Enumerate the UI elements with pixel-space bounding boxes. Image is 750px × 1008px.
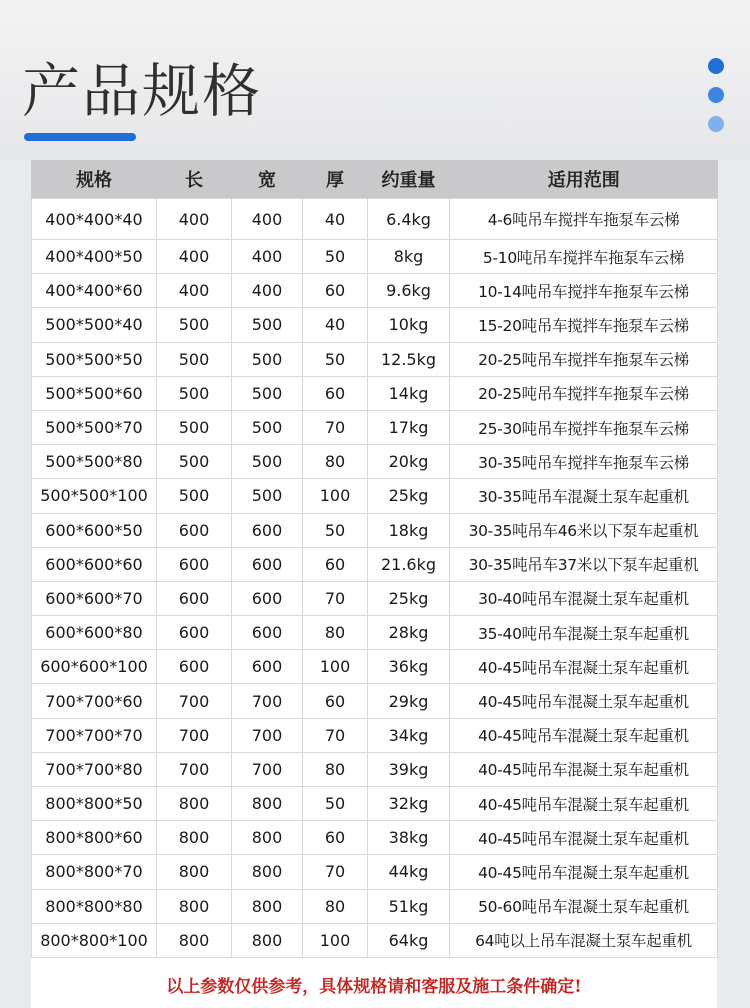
- table-cell: 600: [157, 547, 232, 581]
- table-cell: 70: [303, 718, 368, 752]
- table-cell: 20-25吨吊车搅拌车拖泵车云梯: [450, 342, 718, 376]
- table-cell: 600: [232, 581, 303, 615]
- table-cell: 800: [232, 821, 303, 855]
- table-cell: 500: [232, 445, 303, 479]
- table-cell: 600: [157, 513, 232, 547]
- table-cell: 600*600*80: [32, 616, 157, 650]
- table-cell: 34kg: [368, 718, 450, 752]
- table-cell: 500*500*50: [32, 342, 157, 376]
- table-cell: 600*600*60: [32, 547, 157, 581]
- column-header: 规格: [32, 160, 157, 199]
- table-cell: 25-30吨吊车搅拌车拖泵车云梯: [450, 410, 718, 444]
- dot-icon: [708, 87, 724, 103]
- table-cell: 64kg: [368, 923, 450, 957]
- table-cell: 800*800*70: [32, 855, 157, 889]
- table-cell: 40-45吨吊车混凝土泵车起重机: [450, 718, 718, 752]
- table-row: [32, 199, 718, 240]
- table-cell: 700: [232, 752, 303, 786]
- table-cell: 10-14吨吊车搅拌车拖泵车云梯: [450, 274, 718, 308]
- table-cell: 500*500*40: [32, 308, 157, 342]
- table-cell: 5-10吨吊车搅拌车拖泵车云梯: [450, 240, 718, 274]
- table-row: [32, 684, 718, 718]
- table-cell: 100: [303, 479, 368, 513]
- table-cell: 60: [303, 684, 368, 718]
- table-cell: 51kg: [368, 889, 450, 923]
- table-cell: 32kg: [368, 787, 450, 821]
- table-cell: 500: [232, 479, 303, 513]
- table-cell: 40: [303, 199, 368, 240]
- table-cell: 400*400*60: [32, 274, 157, 308]
- table-cell: 800*800*80: [32, 889, 157, 923]
- table-cell: 70: [303, 410, 368, 444]
- table-cell: 50: [303, 240, 368, 274]
- table-cell: 700: [157, 752, 232, 786]
- table-cell: 40-45吨吊车混凝土泵车起重机: [450, 650, 718, 684]
- table-cell: 400: [157, 199, 232, 240]
- page-header: [0, 0, 750, 160]
- table-cell: 700: [157, 718, 232, 752]
- table-cell: 36kg: [368, 650, 450, 684]
- table-cell: 4-6吨吊车搅拌车拖泵车云梯: [450, 199, 718, 240]
- table-row: [32, 513, 718, 547]
- table-cell: 14kg: [368, 376, 450, 410]
- table-cell: 700*700*60: [32, 684, 157, 718]
- table-row: [32, 821, 718, 855]
- table-cell: 400: [157, 274, 232, 308]
- table-row: [32, 445, 718, 479]
- table-cell: 40-45吨吊车混凝土泵车起重机: [450, 821, 718, 855]
- table-cell: 9.6kg: [368, 274, 450, 308]
- table-cell: 400: [232, 240, 303, 274]
- table-cell: 50: [303, 513, 368, 547]
- column-header: 约重量: [368, 160, 450, 199]
- table-cell: 800: [157, 889, 232, 923]
- table-cell: 700*700*70: [32, 718, 157, 752]
- table-cell: 800: [157, 787, 232, 821]
- table-cell: 700: [157, 684, 232, 718]
- table-cell: 12.5kg: [368, 342, 450, 376]
- table-row: [32, 923, 718, 957]
- table-cell: 40-45吨吊车混凝土泵车起重机: [450, 752, 718, 786]
- disclaimer-note: 以上参数仅供参考，具体规格请和客服及施工条件确定!: [166, 977, 582, 997]
- table-cell: 500: [232, 410, 303, 444]
- table-cell: 600: [157, 581, 232, 615]
- table-cell: 30-35吨吊车46米以下泵车起重机: [450, 513, 718, 547]
- table-cell: 50-60吨吊车混凝土泵车起重机: [450, 889, 718, 923]
- table-cell: 20-25吨吊车搅拌车拖泵车云梯: [450, 376, 718, 410]
- table-cell: 17kg: [368, 410, 450, 444]
- table-cell: 800*800*50: [32, 787, 157, 821]
- table-cell: 700: [232, 718, 303, 752]
- table-cell: 600*600*100: [32, 650, 157, 684]
- table-cell: 400*400*40: [32, 199, 157, 240]
- table-cell: 60: [303, 821, 368, 855]
- table-cell: 50: [303, 787, 368, 821]
- table-row: [32, 616, 718, 650]
- table-cell: 600: [232, 547, 303, 581]
- table-cell: 29kg: [368, 684, 450, 718]
- table-cell: 600*600*70: [32, 581, 157, 615]
- table-cell: 600: [232, 513, 303, 547]
- table-row: [32, 376, 718, 410]
- table-cell: 80: [303, 752, 368, 786]
- table-cell: 400*400*50: [32, 240, 157, 274]
- table-cell: 800*800*100: [32, 923, 157, 957]
- table-cell: 600: [232, 616, 303, 650]
- table-cell: 800: [232, 923, 303, 957]
- table-cell: 100: [303, 923, 368, 957]
- title-underline-bar: [24, 133, 136, 141]
- table-cell: 25kg: [368, 479, 450, 513]
- table-cell: 600*600*50: [32, 513, 157, 547]
- table-cell: 700: [232, 684, 303, 718]
- table-cell: 30-40吨吊车混凝土泵车起重机: [450, 581, 718, 615]
- table-cell: 400: [232, 199, 303, 240]
- table-row: [32, 752, 718, 786]
- table-cell: 70: [303, 855, 368, 889]
- table-cell: 500: [157, 308, 232, 342]
- spec-table: [31, 160, 718, 958]
- column-header: 宽: [232, 160, 303, 199]
- table-row: [32, 410, 718, 444]
- table-cell: 8kg: [368, 240, 450, 274]
- table-cell: 64吨以上吊车混凝土泵车起重机: [450, 923, 718, 957]
- table-cell: 20kg: [368, 445, 450, 479]
- table-row: [32, 718, 718, 752]
- table-header-row: [32, 160, 718, 199]
- table-cell: 60: [303, 376, 368, 410]
- table-cell: 40-45吨吊车混凝土泵车起重机: [450, 787, 718, 821]
- table-cell: 500*500*60: [32, 376, 157, 410]
- table-row: [32, 342, 718, 376]
- table-row: [32, 889, 718, 923]
- table-cell: 500: [157, 342, 232, 376]
- table-row: [32, 274, 718, 308]
- table-cell: 800: [157, 821, 232, 855]
- table-cell: 39kg: [368, 752, 450, 786]
- table-cell: 28kg: [368, 616, 450, 650]
- table-cell: 40-45吨吊车混凝土泵车起重机: [450, 855, 718, 889]
- column-header: 长: [157, 160, 232, 199]
- table-cell: 21.6kg: [368, 547, 450, 581]
- dot-icon: [708, 58, 724, 74]
- table-cell: 38kg: [368, 821, 450, 855]
- table-cell: 70: [303, 581, 368, 615]
- table-cell: 100: [303, 650, 368, 684]
- table-cell: 800: [232, 889, 303, 923]
- column-header: 适用范围: [450, 160, 718, 199]
- table-row: [32, 547, 718, 581]
- table-cell: 500: [157, 479, 232, 513]
- decorative-dots: [708, 58, 724, 145]
- table-cell: 18kg: [368, 513, 450, 547]
- table-row: [32, 581, 718, 615]
- table-cell: 800: [232, 787, 303, 821]
- table-cell: 10kg: [368, 308, 450, 342]
- table-cell: 15-20吨吊车搅拌车拖泵车云梯: [450, 308, 718, 342]
- table-cell: 80: [303, 445, 368, 479]
- table-cell: 800*800*60: [32, 821, 157, 855]
- table-row: [32, 787, 718, 821]
- table-cell: 500: [232, 342, 303, 376]
- table-cell: 6.4kg: [368, 199, 450, 240]
- table-cell: 600: [232, 650, 303, 684]
- table-cell: 500*500*100: [32, 479, 157, 513]
- table-cell: 500: [232, 376, 303, 410]
- table-cell: 400: [232, 274, 303, 308]
- table-cell: 500: [157, 410, 232, 444]
- page-title: 产品规格: [22, 57, 263, 125]
- table-row: [32, 650, 718, 684]
- table-cell: 60: [303, 547, 368, 581]
- table-cell: 700*700*80: [32, 752, 157, 786]
- table-cell: 500: [232, 308, 303, 342]
- table-cell: 800: [157, 923, 232, 957]
- table-row: [32, 855, 718, 889]
- dot-icon: [708, 116, 724, 132]
- table-cell: 30-35吨吊车37米以下泵车起重机: [450, 547, 718, 581]
- table-cell: 500: [157, 445, 232, 479]
- table-cell: 30-35吨吊车混凝土泵车起重机: [450, 479, 718, 513]
- table-cell: 600: [157, 616, 232, 650]
- table-cell: 600: [157, 650, 232, 684]
- table-cell: 25kg: [368, 581, 450, 615]
- table-cell: 500*500*70: [32, 410, 157, 444]
- table-cell: 400: [157, 240, 232, 274]
- table-cell: 30-35吨吊车搅拌车拖泵车云梯: [450, 445, 718, 479]
- spec-table-container: [31, 160, 717, 1008]
- table-cell: 44kg: [368, 855, 450, 889]
- table-row: [32, 240, 718, 274]
- table-row: [32, 479, 718, 513]
- table-cell: 80: [303, 616, 368, 650]
- column-header: 厚: [303, 160, 368, 199]
- table-cell: 40: [303, 308, 368, 342]
- table-cell: 80: [303, 889, 368, 923]
- table-cell: 800: [157, 855, 232, 889]
- table-cell: 500*500*80: [32, 445, 157, 479]
- table-cell: 35-40吨吊车混凝土泵车起重机: [450, 616, 718, 650]
- table-row: [32, 308, 718, 342]
- table-cell: 60: [303, 274, 368, 308]
- table-cell: 50: [303, 342, 368, 376]
- table-cell: 500: [157, 376, 232, 410]
- table-cell: 800: [232, 855, 303, 889]
- table-cell: 40-45吨吊车混凝土泵车起重机: [450, 684, 718, 718]
